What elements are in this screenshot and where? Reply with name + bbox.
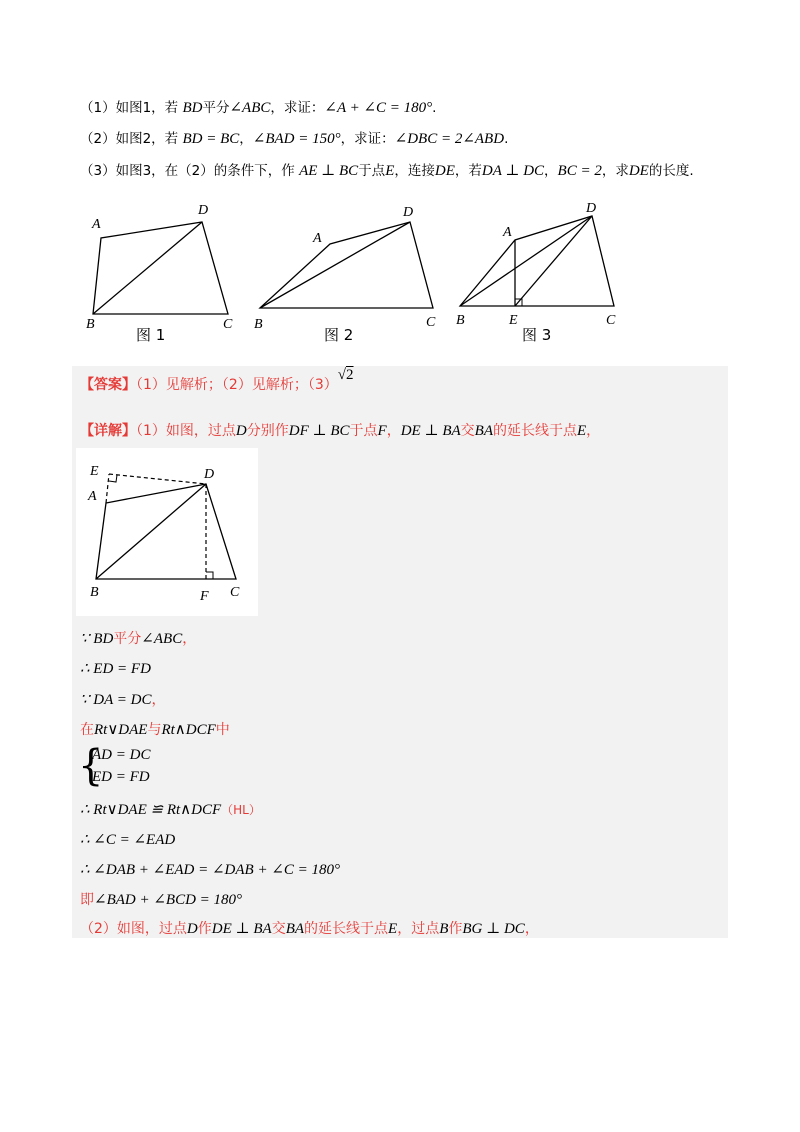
label-c: C [426, 315, 436, 330]
question-3: （3）如图3，在（2）的条件下，作 AE ⊥ BC于点E，连接DE，若DA ⊥ DC，BC = 2，求DE的长度. [80, 163, 694, 179]
question-1: （1）如图1，若 BD平分∠ABC，求证：∠A + ∠C = 180°. [80, 100, 437, 116]
label-c: C [230, 585, 240, 600]
detail-line: 【详解】（1）如图，过点D分别作DF ⊥ BC于点F，DE ⊥ BA交BA的延长线于点E， [80, 423, 601, 439]
figure-4 [76, 448, 258, 616]
label-d: D [403, 205, 414, 220]
figure-3-caption: 图 3 [522, 326, 552, 344]
system-eq-1: AD = DC [92, 747, 151, 763]
label-b: B [456, 313, 465, 328]
figure-2-caption: 图 2 [324, 326, 354, 344]
answer-line: 【答案】（1）见解析；（2）见解析；（3）√2 [80, 367, 354, 393]
label-a: A [92, 217, 101, 232]
quad-abcd [460, 216, 614, 306]
label-e: E [90, 464, 99, 479]
proof-line-8: 即∠BAD + ∠BCD = 180° [80, 892, 243, 908]
proof-line-7: ∴ ∠DAB + ∠EAD = ∠DAB + ∠C = 180° [80, 862, 341, 878]
quad-abcd [260, 222, 433, 308]
proof-line-3: ∵ DA = DC， [80, 692, 166, 708]
part2-line: （2）如图，过点D作DE ⊥ BA交BA的延长线于点E，过点B作BG ⊥ DC， [80, 921, 539, 937]
figure-1-caption: 图 1 [136, 326, 166, 344]
label-d: D [198, 203, 209, 218]
figure-3 [450, 196, 630, 346]
proof-line-5: ∴ Rt∨DAE ≌ Rt∧DCF（HL） [80, 802, 261, 818]
proof-line-4: 在Rt∨DAE与Rt∧DCF中 [80, 722, 230, 738]
figure-1 [80, 196, 250, 346]
label-e: E [509, 313, 518, 328]
question-2: （2）如图2，若 BD = BC，∠BAD = 150°，求证：∠DBC = 2∠ABD. [80, 131, 509, 147]
label-a: A [88, 489, 97, 504]
diagonal-bd [93, 222, 202, 314]
label-f: F [200, 589, 209, 604]
diagonal-bd [260, 222, 410, 308]
label-d: D [204, 467, 215, 482]
sqrt-value: √2 [337, 367, 354, 383]
proof-line-1: ∵ BD平分∠ABC， [80, 631, 197, 647]
proof-line-6: ∴ ∠C = ∠EAD [80, 832, 176, 848]
label-b: B [86, 317, 95, 332]
label-c: C [606, 313, 616, 328]
system-brace: { [78, 741, 104, 791]
label-a: A [503, 225, 512, 240]
system-eq-2: ED = FD [92, 769, 150, 785]
label-d: D [586, 201, 597, 216]
label-b: B [90, 585, 99, 600]
quad-abcd [93, 222, 228, 314]
proof-line-2: ∴ ED = FD [80, 661, 151, 677]
label-a: A [313, 231, 322, 246]
label-c: C [223, 317, 233, 332]
figure-2 [250, 196, 450, 346]
label-b: B [254, 317, 263, 332]
